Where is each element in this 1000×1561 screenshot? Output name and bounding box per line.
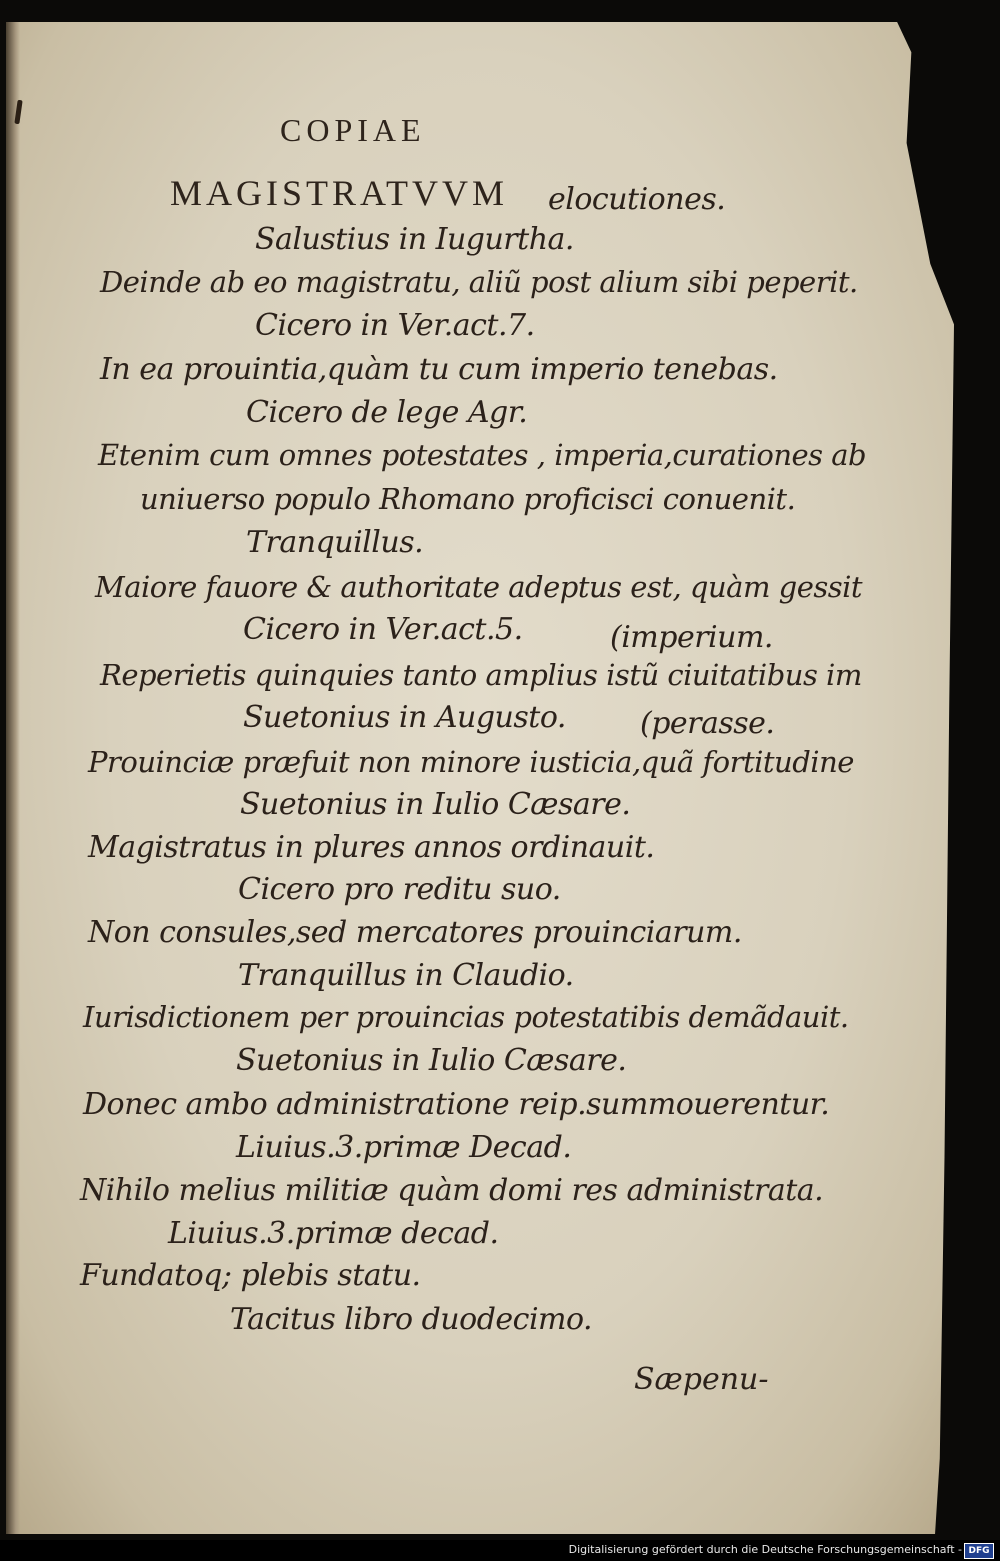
citation-line: Tranquillus in Claudio. [238,958,574,993]
catchword: Sæpenu- [634,1362,769,1397]
citation-line: Cicero pro reditu suo. [238,872,561,907]
quote-line: Non consules,sed mercatores prouinciarum. [88,915,742,950]
quote-line: Donec ambo administratione reip.summouerentur. [83,1087,830,1122]
title-caps: MAGISTRATVVM [170,173,509,213]
running-header: COPIAE [280,112,426,148]
quote-line-continuation: (perasse. [640,706,775,741]
quote-line: Iurisdictionem per prouincias potestatibis demãdauit. [83,1000,849,1034]
funding-credit: Digitalisierung gefördert durch die Deutsche Forschungsgemeinschaft - [568,1543,962,1556]
quote-line: Reperietis quinquies tanto amplius istũ ciuitatibus im [100,658,862,692]
quote-line: Magistratus in plures annos ordinauit. [88,830,655,865]
quote-line: Deinde ab eo magistratu, aliũ post alium sibi peperit. [100,265,858,299]
citation-line: Tacitus libro duodecimo. [230,1302,593,1337]
citation-line: Tranquillus. [246,525,424,560]
citation-line: Liuius.3.primæ decad. [168,1216,499,1251]
dfg-logo-icon[interactable]: DFG [964,1543,994,1559]
citation-line: Cicero in Ver.act.7. [255,308,535,343]
title-italic: elocutiones. [548,182,726,217]
citation-line: Cicero de lege Agr. [246,395,528,430]
quote-line-continuation: (imperium. [610,620,773,655]
quote-line: In ea prouintia,quàm tu cum imperio tenebas. [100,352,778,387]
citation-line: Suetonius in Iulio Cæsare. [240,787,631,822]
citation-line: Suetonius in Iulio Cæsare. [236,1043,627,1078]
citation-line: Salustius in Iugurtha. [255,222,574,257]
footer-bar [0,1540,1000,1561]
quote-line: Prouinciæ præfuit non minore iusticia,quã fortitudine [88,745,854,779]
citation-line: Cicero in Ver.act.5. [243,612,523,647]
quote-line: Maiore fauore & authoritate adeptus est, quàm gessit [95,570,863,604]
quote-line: Nihilo melius militiæ quàm domi res administrata. [80,1173,824,1208]
quote-line: uniuerso populo Rhomano proficisci conuenit. [140,482,796,516]
citation-line: Suetonius in Augusto. [243,700,566,735]
citation-line: Liuius.3.primæ Decad. [236,1130,572,1165]
quote-line: Etenim cum omnes potestates , imperia,curationes ab [98,438,867,472]
quote-line: Fundatoq; plebis statu. [80,1258,421,1293]
